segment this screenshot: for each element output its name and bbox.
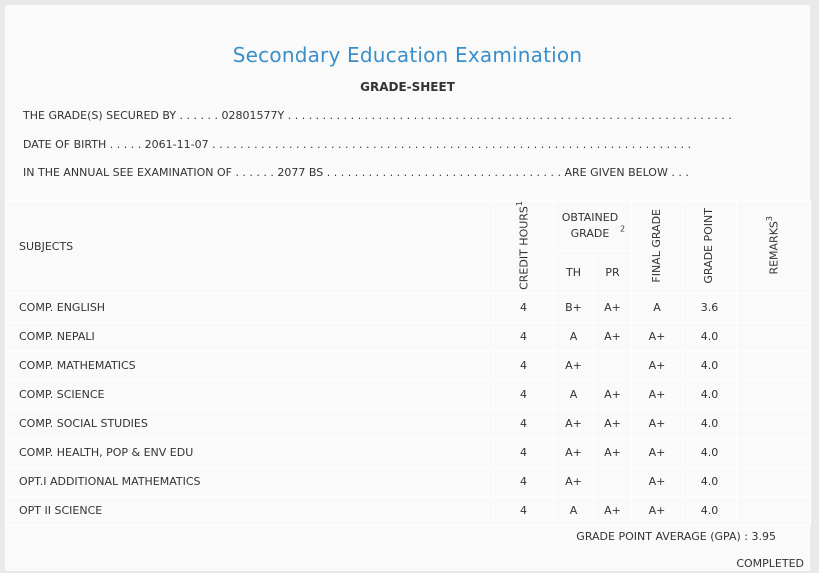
subject-cell: COMP. MATHEMATICS: [6, 351, 494, 380]
grade-point-cell: 4.0: [683, 322, 737, 351]
theory-grade-cell: A+: [554, 467, 594, 496]
remarks-cell: [737, 438, 811, 467]
grade-point-cell: 4.0: [683, 409, 737, 438]
grade-point-cell: 4.0: [683, 467, 737, 496]
grades-table: [5, 200, 811, 526]
date-of-birth-line: DATE OF BIRTH . . . . . 2061-11-07 . . . . . . . . . . . . . . . . . . . . . . . . . . . . . . . . . . . . . . . . . . . . . . . . . . . . . . . . . . . . . . . . . . . . .: [23, 138, 692, 151]
credit-hours-cell: 4: [494, 293, 554, 322]
table-row: [6, 409, 811, 438]
grade-point-cell: 4.0: [683, 438, 737, 467]
final-grade-header: FINAL GRADE: [632, 201, 683, 294]
practical-grade-cell: A+: [594, 293, 632, 322]
practical-grade-cell: A+: [594, 438, 632, 467]
subject-cell: COMP. SCIENCE: [6, 380, 494, 409]
final-grade-cell: A+: [632, 409, 683, 438]
remarks-cell: [737, 467, 811, 496]
grade-sheet-heading: GRADE-SHEET: [360, 80, 455, 94]
result-status: COMPLETED: [736, 557, 804, 570]
practical-grade-cell: [594, 351, 632, 380]
grade-point-cell: 3.6: [683, 293, 737, 322]
subject-cell: OPT II SCIENCE: [6, 496, 494, 525]
theory-grade-cell: A: [554, 496, 594, 525]
theory-grade-cell: A+: [554, 409, 594, 438]
practical-grade-cell: A+: [594, 409, 632, 438]
grade-point-cell: 4.0: [683, 380, 737, 409]
obtained-grade-header: OBTAINED GRADE $^2$: [554, 201, 632, 251]
theory-grade-cell: A+: [554, 351, 594, 380]
table-row: [6, 467, 811, 496]
final-grade-cell: A+: [632, 322, 683, 351]
grade-point-cell: 4.0: [683, 496, 737, 525]
grade-point-header: GRADE POINT: [683, 201, 737, 294]
secured-by-line: THE GRADE(S) SECURED BY . . . . . . 02801577Y . . . . . . . . . . . . . . . . . . . . . . . . . . . . . . . . . . . . . . . . . . . . . . . . . . . . . . . . . . . . . . . .: [23, 109, 732, 122]
table-row: [6, 496, 811, 525]
final-grade-cell: A+: [632, 380, 683, 409]
final-grade-cell: A+: [632, 467, 683, 496]
credit-hours-cell: 4: [494, 438, 554, 467]
subject-cell: COMP. HEALTH, POP & ENV EDU: [6, 438, 494, 467]
credit-hours-cell: 4: [494, 467, 554, 496]
practical-header: PR: [594, 251, 632, 294]
theory-grade-cell: B+: [554, 293, 594, 322]
theory-grade-cell: A: [554, 322, 594, 351]
credit-hours-cell: 4: [494, 496, 554, 525]
table-row: [6, 293, 811, 322]
practical-grade-cell: A+: [594, 496, 632, 525]
remarks-cell: [737, 496, 811, 525]
remarks-cell: [737, 293, 811, 322]
credit-hours-header: CREDIT HOURS$^1$: [494, 201, 554, 294]
subjects-header: SUBJECTS: [6, 201, 494, 294]
subject-cell: COMP. NEPALI: [6, 322, 494, 351]
credit-hours-cell: 4: [494, 409, 554, 438]
table-row: [6, 380, 811, 409]
subject-cell: OPT.I ADDITIONAL MATHEMATICS: [6, 467, 494, 496]
exam-title: Secondary Education Examination: [232, 43, 583, 67]
remarks-cell: [737, 322, 811, 351]
credit-hours-cell: 4: [494, 322, 554, 351]
examination-line: IN THE ANNUAL SEE EXAMINATION OF . . . . . . 2077 BS . . . . . . . . . . . . . . . . . . . . . . . . . . . . . . . . . . ARE GIVEN BELOW . . .: [23, 166, 689, 179]
final-grade-cell: A: [632, 293, 683, 322]
theory-grade-cell: A+: [554, 438, 594, 467]
remarks-cell: [737, 351, 811, 380]
grade-point-cell: 4.0: [683, 351, 737, 380]
credit-hours-cell: 4: [494, 380, 554, 409]
table-row: [6, 322, 811, 351]
theory-grade-cell: A: [554, 380, 594, 409]
subject-cell: COMP. ENGLISH: [6, 293, 494, 322]
table-row: [6, 351, 811, 380]
final-grade-cell: A+: [632, 496, 683, 525]
grade-sheet: [5, 5, 810, 571]
theory-header: TH: [554, 251, 594, 294]
remarks-cell: [737, 380, 811, 409]
subject-cell: COMP. SOCIAL STUDIES: [6, 409, 494, 438]
practical-grade-cell: A+: [594, 380, 632, 409]
practical-grade-cell: [594, 467, 632, 496]
remarks-cell: [737, 409, 811, 438]
final-grade-cell: A+: [632, 351, 683, 380]
table-row: [6, 438, 811, 467]
gpa-summary: GRADE POINT AVERAGE (GPA) : 3.95: [576, 530, 776, 543]
credit-hours-cell: 4: [494, 351, 554, 380]
remarks-header: REMARKS$^3$: [737, 201, 811, 294]
practical-grade-cell: A+: [594, 322, 632, 351]
final-grade-cell: A+: [632, 438, 683, 467]
